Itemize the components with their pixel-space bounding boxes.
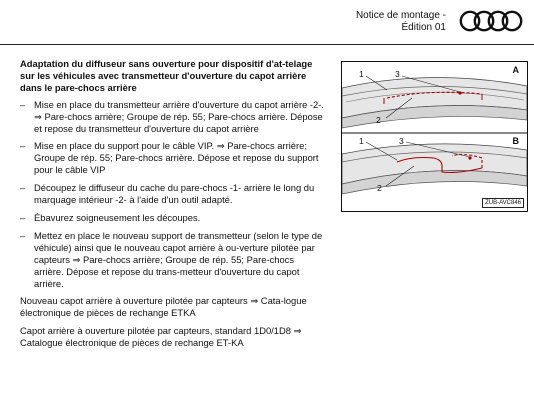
callout-2-b: 2 — [377, 183, 382, 193]
step-text: Mettez en place le nouveau support de transmetteur (selon le type de véhicule) ainsi que le nouveau capot arrière à ou-verture pilotée par capteurs ⇒ Pare-chocs arrière; Groupe de rép. 55; Pare-chocs arrière. Dépose et repose du trans-metteur d'ouverture du capot arrière. — [34, 229, 323, 289]
callout-3-a: 3 — [395, 69, 400, 79]
step-item — [20, 230, 324, 290]
image-id-label: ZUB-AVC846 — [482, 198, 524, 208]
step-item — [20, 182, 324, 206]
step-text: Mise en place du transmetteur arrière d'ouverture du capot arrière -2-. ⇒ Pare-chocs arrière; Groupe de rép. 55; Pare-chocs arrière. Dépose et repose du transmetteur d'ouverture du capot arrière — [34, 98, 324, 134]
header-notice — [286, 10, 446, 34]
parts-catalogue-note: Nouveau capot arrière à ouverture pilotée par capteurs ⇒ Cata-logue électronique de pièces de rechange ETKA — [20, 295, 307, 319]
four-rings-logo — [459, 7, 523, 35]
bullet-dash: – — [20, 182, 26, 194]
notice-title: Notice de montage - — [355, 10, 446, 21]
step-text: Mise en place du support pour le câble VIP. ⇒ Pare-chocs arrière; Groupe de rép. 55; Pare-chocs arrière. Dépose et repose du support pour le câble VIP — [34, 140, 319, 176]
bullet-dash: – — [20, 229, 26, 241]
bullet-dash: – — [20, 140, 26, 152]
section-title: Adaptation du diffuseur sans ouverture pour dispositif d'at-telage sur les véhicules avec transmetteur d'ouverture du capot arrière dans le pare-chocs arrière — [20, 58, 313, 93]
step-item — [20, 99, 324, 135]
bullet-dash: – — [20, 98, 26, 110]
standard-parts-note: Capot arrière à ouverture pilotée par capteurs, standard 1D0/1D8 ⇒ Catalogue électronique de pièces de rechange ET-KA — [20, 325, 302, 349]
step-item — [20, 140, 324, 176]
notice-edition: Édition 01 — [401, 22, 446, 33]
step-text: Ébavurez soigneusement les découpes. — [34, 211, 201, 223]
callout-2-a: 2 — [376, 115, 381, 125]
instruction-content — [20, 58, 324, 355]
step-item — [20, 212, 324, 224]
bumper-diagram — [341, 61, 528, 212]
header-rule — [0, 44, 534, 45]
callout-1-b: 1 — [359, 136, 364, 146]
panel-b-drawing — [342, 142, 527, 194]
callout-3-b: 3 — [399, 136, 404, 146]
panel-b-label: B — [512, 136, 519, 146]
panel-a-drawing — [342, 76, 527, 128]
callout-1-a: 1 — [359, 69, 364, 79]
panel-a-label: A — [512, 65, 519, 75]
step-text: Découpez le diffuseur du cache du pare-chocs -1- arrière le long du marquage intérieur -2- à l'aide d'un outil adapté. — [34, 182, 315, 206]
step-list — [20, 99, 324, 290]
bullet-dash: – — [20, 211, 26, 223]
bumper-illustration — [342, 62, 527, 211]
